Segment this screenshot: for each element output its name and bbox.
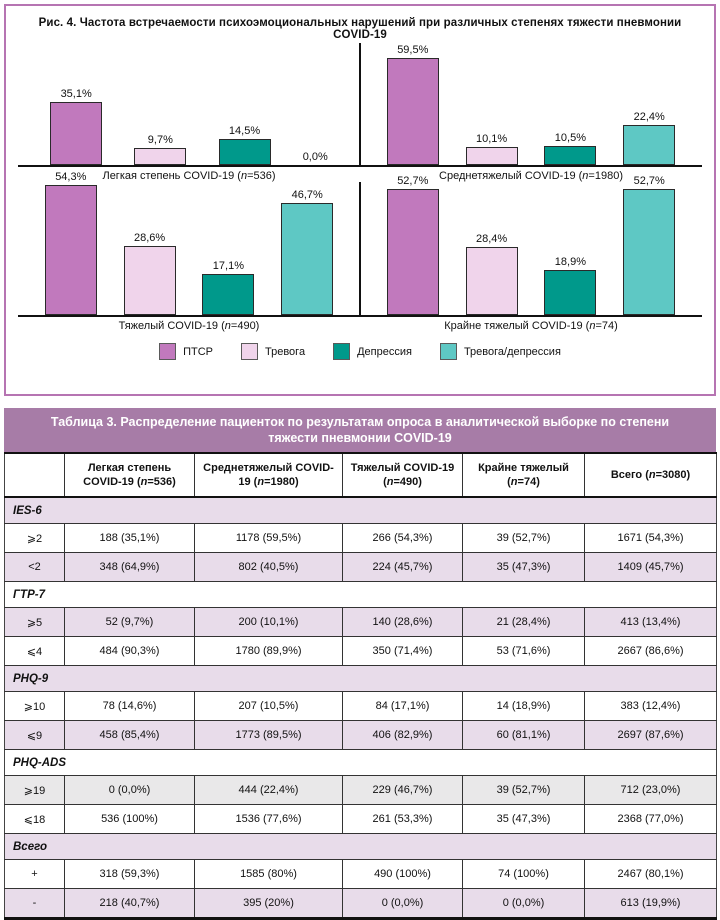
- legend-item: [241, 343, 305, 360]
- section-header: PHQ-9: [5, 666, 717, 692]
- table-section-row: [5, 834, 717, 860]
- cell: 444 (22,4%): [195, 776, 343, 805]
- table-row: [5, 805, 717, 834]
- legend-swatch: [241, 343, 258, 360]
- table-row: [5, 692, 717, 721]
- cell: 2467 (80,1%): [585, 860, 717, 889]
- caption-part: =74): [595, 320, 618, 332]
- caption-part: =3080): [655, 468, 691, 481]
- legend-label: Тревога: [265, 345, 306, 358]
- table-row: [5, 608, 717, 637]
- caption-part: Крайне тяжелый (: [478, 461, 569, 488]
- bar-group: [134, 134, 186, 165]
- chart-panel: [18, 43, 360, 165]
- table-row: [5, 889, 717, 919]
- bar-value-label: 14,5%: [228, 125, 261, 137]
- cell: 2697 (87,6%): [585, 721, 717, 750]
- bar-group: [466, 233, 518, 315]
- row-label: ⩾19: [5, 776, 65, 805]
- table-row: [5, 524, 717, 553]
- cell: 318 (59,3%): [65, 860, 195, 889]
- caption-part: Среднетяжелый COVID-19 (: [203, 461, 334, 488]
- cell: 0 (0,0%): [65, 776, 195, 805]
- data-table: [4, 452, 717, 920]
- caption-part: n: [582, 170, 589, 182]
- row-label: ⩾2: [5, 524, 65, 553]
- bar-value-label: 46,7%: [291, 189, 323, 201]
- bar-group: [623, 111, 675, 165]
- bar-value-label: 59,5%: [397, 44, 429, 56]
- bar-group: [387, 175, 439, 315]
- caption-row: [18, 167, 702, 182]
- caption-part: =490): [393, 476, 422, 488]
- cell: 261 (53,3%): [343, 805, 463, 834]
- bar-Тревога: [466, 147, 518, 165]
- bar-ПТСР: [387, 58, 439, 165]
- bar-ПТСР: [50, 102, 102, 165]
- bar-Тревога: [134, 148, 186, 165]
- axis-divider: [359, 182, 361, 315]
- cell: 395 (20%): [195, 889, 343, 919]
- caption-part: Тяжелый COVID-19 (: [118, 320, 225, 332]
- cell: 0 (0,0%): [463, 889, 585, 919]
- caption-part: n: [648, 468, 656, 481]
- cell: 413 (13,4%): [585, 608, 717, 637]
- bar-Депрессия: [219, 139, 271, 165]
- section-header: IES-6: [5, 497, 717, 524]
- cell: 21 (28,4%): [463, 608, 585, 637]
- caption-part: n: [510, 476, 518, 488]
- cell: 224 (45,7%): [343, 553, 463, 582]
- bar-Тревога/депрессия: [623, 125, 675, 165]
- cell: 229 (46,7%): [343, 776, 463, 805]
- cell: 0 (0,0%): [343, 889, 463, 919]
- legend-item: [440, 343, 561, 360]
- bar-group: [202, 260, 254, 315]
- bar-group: [623, 175, 675, 315]
- cell: 1780 (89,9%): [195, 637, 343, 666]
- table-section-row: [5, 582, 717, 608]
- row-label: ⩽9: [5, 721, 65, 750]
- column-header: [343, 453, 463, 497]
- cell: 1409 (45,7%): [585, 553, 717, 582]
- bar-group: [466, 133, 518, 165]
- cell: 60 (81,1%): [463, 721, 585, 750]
- bar-value-label: 35,1%: [60, 88, 92, 100]
- table-row: [5, 637, 717, 666]
- cell: 35 (47,3%): [463, 553, 585, 582]
- legend-label: Депрессия: [357, 345, 412, 358]
- bar-value-label: 28,4%: [475, 233, 508, 245]
- cell: 712 (23,0%): [585, 776, 717, 805]
- caption-part: =1980): [588, 170, 623, 182]
- cell: 266 (54,3%): [343, 524, 463, 553]
- bar-Депрессия: [544, 270, 596, 315]
- cell: 383 (12,4%): [585, 692, 717, 721]
- legend-swatch: [159, 343, 176, 360]
- figure-title: Рис. 4. Частота встречаемости психоэмоциональных нарушений при различных степенях тяжести пневмонии COVID-19: [38, 17, 682, 41]
- caption-part: Среднетяжелый COVID-19 (: [439, 170, 583, 182]
- table-row: [5, 721, 717, 750]
- cell: 406 (82,9%): [343, 721, 463, 750]
- cell: 536 (100%): [65, 805, 195, 834]
- cell: 802 (40,5%): [195, 553, 343, 582]
- bar-value-label: 54,3%: [55, 171, 87, 183]
- caption-part: n: [140, 476, 148, 488]
- chart-legend: [6, 343, 714, 360]
- bar-value-label: 10,5%: [554, 132, 586, 144]
- caption-part: n: [386, 476, 394, 488]
- caption-part: =536): [247, 170, 276, 182]
- column-header: [463, 453, 585, 497]
- section-header: ГТР-7: [5, 582, 717, 608]
- table-section-row: [5, 666, 717, 692]
- bar-group: [50, 88, 102, 165]
- table-row: [5, 776, 717, 805]
- cell: 84 (17,1%): [343, 692, 463, 721]
- caption-part: Тяжелый COVID-19 (: [350, 461, 455, 488]
- bar-group: [303, 151, 328, 165]
- bar-group: [544, 132, 596, 165]
- caption-part: =1980): [264, 476, 299, 488]
- legend-label: Тревога/депрессия: [463, 345, 561, 358]
- bar-value-label: 18,9%: [554, 256, 586, 268]
- bar-Тревога: [124, 246, 176, 315]
- caption-part: =490): [230, 320, 260, 332]
- cell: 14 (18,9%): [463, 692, 585, 721]
- cell: 200 (10,1%): [195, 608, 343, 637]
- bar-value-label: 17,1%: [212, 260, 244, 272]
- table-section-row: [5, 750, 717, 776]
- column-header: [65, 453, 195, 497]
- section-header: Всего: [5, 834, 717, 860]
- section-header: PHQ-ADS: [5, 750, 717, 776]
- cell: 613 (19,9%): [585, 889, 717, 919]
- bar-Депрессия: [202, 274, 254, 315]
- bar-Тревога/депрессия: [623, 189, 675, 315]
- table-title: Таблица 3. Распределение пациенток по результатам опроса в аналитической выборке по степени тяжести пневмонии COVID-19: [4, 408, 716, 452]
- cell: 218 (40,7%): [65, 889, 195, 919]
- bar-value-label: 9,7%: [147, 134, 173, 146]
- bar-ПТСР: [45, 185, 97, 315]
- cell: 490 (100%): [343, 860, 463, 889]
- cell: 2368 (77,0%): [585, 805, 717, 834]
- cell: 78 (14,6%): [65, 692, 195, 721]
- bar-group: [124, 232, 176, 315]
- table-row: [5, 860, 717, 889]
- legend-label: ПТСР: [183, 345, 213, 358]
- row-label: <2: [5, 553, 65, 582]
- bar-group: [544, 256, 596, 315]
- bar-Тревога/депрессия: [281, 203, 333, 315]
- cell: 484 (90,3%): [65, 637, 195, 666]
- bar-group: [281, 189, 333, 315]
- cell: 188 (35,1%): [65, 524, 195, 553]
- caption-row: [18, 317, 702, 332]
- cell: 1671 (54,3%): [585, 524, 717, 553]
- caption-part: Крайне тяжелый COVID-19 (: [444, 320, 590, 332]
- bar-Депрессия: [544, 146, 596, 165]
- cell: 350 (71,4%): [343, 637, 463, 666]
- bar-value-label: 28,6%: [133, 232, 166, 244]
- bar-group: [45, 171, 97, 315]
- caption-part: =74): [517, 476, 540, 488]
- legend-swatch: [333, 343, 350, 360]
- bar-ПТСР: [387, 189, 439, 315]
- figure-4: [4, 4, 716, 396]
- chart-grid: [6, 43, 714, 332]
- cell: 1536 (77,6%): [195, 805, 343, 834]
- cell: 2667 (86,6%): [585, 637, 717, 666]
- row-label: +: [5, 860, 65, 889]
- bar-value-label: 22,4%: [633, 111, 665, 123]
- cell: 35 (47,3%): [463, 805, 585, 834]
- cell: 458 (85,4%): [65, 721, 195, 750]
- cell: 1585 (80%): [195, 860, 343, 889]
- cell: 348 (64,9%): [65, 553, 195, 582]
- row-label: -: [5, 889, 65, 919]
- panel-caption: [360, 317, 702, 332]
- bar-value-label: 0,0%: [302, 151, 328, 163]
- cell: 53 (71,6%): [463, 637, 585, 666]
- caption-part: =536): [147, 476, 176, 488]
- bar-group: [219, 125, 271, 165]
- bar-value-label: 52,7%: [633, 175, 665, 187]
- table-row: [5, 553, 717, 582]
- corner-cell: [5, 453, 65, 497]
- cell: 52 (9,7%): [65, 608, 195, 637]
- cell: 74 (100%): [463, 860, 585, 889]
- cell: 39 (52,7%): [463, 776, 585, 805]
- caption-part: n: [224, 320, 231, 332]
- caption-part: Легкая степень COVID-19 (: [102, 170, 241, 182]
- row-label: ⩾5: [5, 608, 65, 637]
- table-3: [4, 408, 716, 920]
- caption-part: n: [240, 170, 248, 182]
- caption-part: n: [589, 320, 596, 332]
- bar-value-label: 10,1%: [475, 133, 508, 145]
- cell: 207 (10,5%): [195, 692, 343, 721]
- bar-Тревога: [466, 247, 518, 315]
- caption-part: Легкая степень COVID-19 (: [83, 461, 172, 488]
- table-header-row: [5, 453, 717, 497]
- panel-caption: [18, 317, 360, 332]
- cell: 140 (28,6%): [343, 608, 463, 637]
- cell: 39 (52,7%): [463, 524, 585, 553]
- chart-row: [18, 43, 702, 167]
- column-header: [195, 453, 343, 497]
- bar-group: [387, 44, 439, 165]
- cell: 1178 (59,5%): [195, 524, 343, 553]
- row-label: ⩽4: [5, 637, 65, 666]
- caption-part: n: [257, 476, 265, 488]
- legend-swatch: [440, 343, 457, 360]
- axis-divider: [359, 43, 361, 165]
- column-header: [585, 453, 717, 497]
- table-section-row: [5, 497, 717, 524]
- chart-panel: [360, 43, 702, 165]
- legend-item: [333, 343, 412, 360]
- caption-part: Всего (: [610, 468, 649, 481]
- row-label: ⩾10: [5, 692, 65, 721]
- bar-value-label: 52,7%: [397, 175, 429, 187]
- legend-item: [159, 343, 213, 360]
- row-label: ⩽18: [5, 805, 65, 834]
- cell: 1773 (89,5%): [195, 721, 343, 750]
